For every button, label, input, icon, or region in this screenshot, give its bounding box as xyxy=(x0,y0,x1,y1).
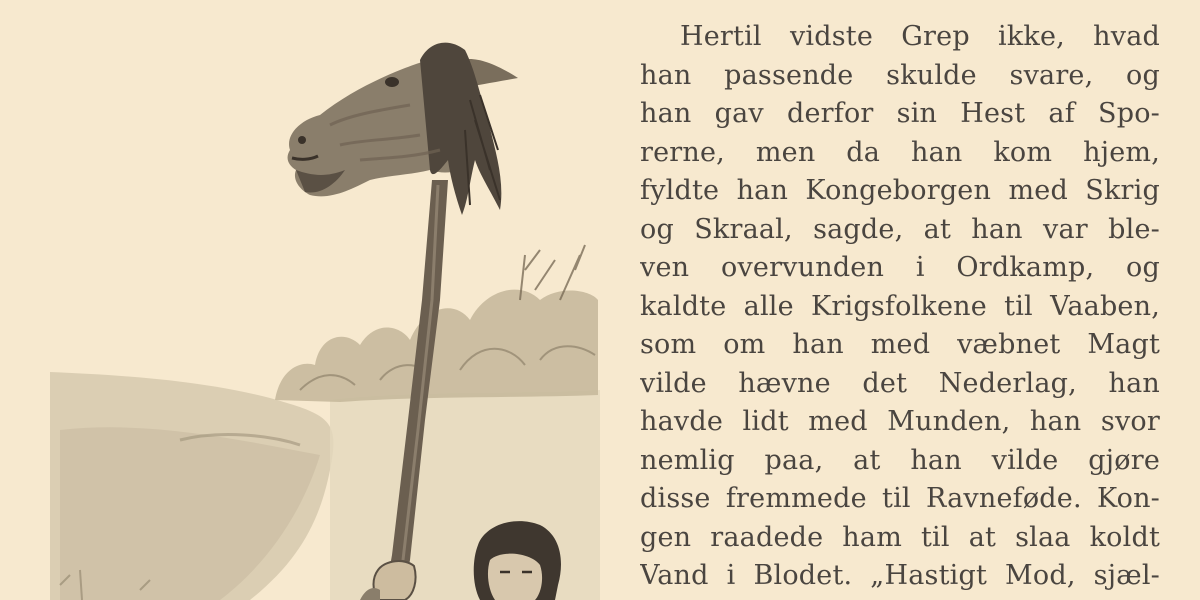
text-line-14: gen raadede ham til at slaa koldt xyxy=(640,521,1160,553)
text-line-5: fyldte han Kongeborgen med Skrig xyxy=(640,175,1160,206)
text-line-9: som om han med væbnet Magt xyxy=(640,329,1160,360)
hill-shadow xyxy=(60,427,320,600)
text-line-2: han passende skulde svare, og xyxy=(640,59,1160,91)
text-column xyxy=(640,18,1160,600)
text-line-12: nemlig paa, at han vilde gjøre xyxy=(640,444,1160,476)
horse-nostril xyxy=(298,136,306,144)
text-line-11: havde lidt med Munden, han svor xyxy=(640,406,1160,437)
text-line-10: vilde hævne det Nederlag, han xyxy=(640,367,1160,399)
text-line-3: han gav derfor sin Hest af Spo- xyxy=(640,98,1160,129)
text-line-13: disse fremmede til Ravneføde. Kon- xyxy=(640,483,1160,514)
text-line-4: rerne, men da han kom hjem, xyxy=(640,136,1160,168)
figure-face xyxy=(488,554,542,600)
text-line-8: kaldte alle Krigsfolkene til Vaaben, xyxy=(640,290,1160,322)
text-line-1: Hertil vidste Grep ikke, hvad xyxy=(680,21,1160,52)
horse-eye xyxy=(385,77,399,87)
text-line-7: ven overvunden i Ordkamp, og xyxy=(640,252,1160,283)
text-line-6: og Skraal, sagde, at han var ble- xyxy=(640,213,1160,245)
text-line-15: Vand i Blodet. „Hastigt Mod, sjæl- xyxy=(640,560,1160,591)
